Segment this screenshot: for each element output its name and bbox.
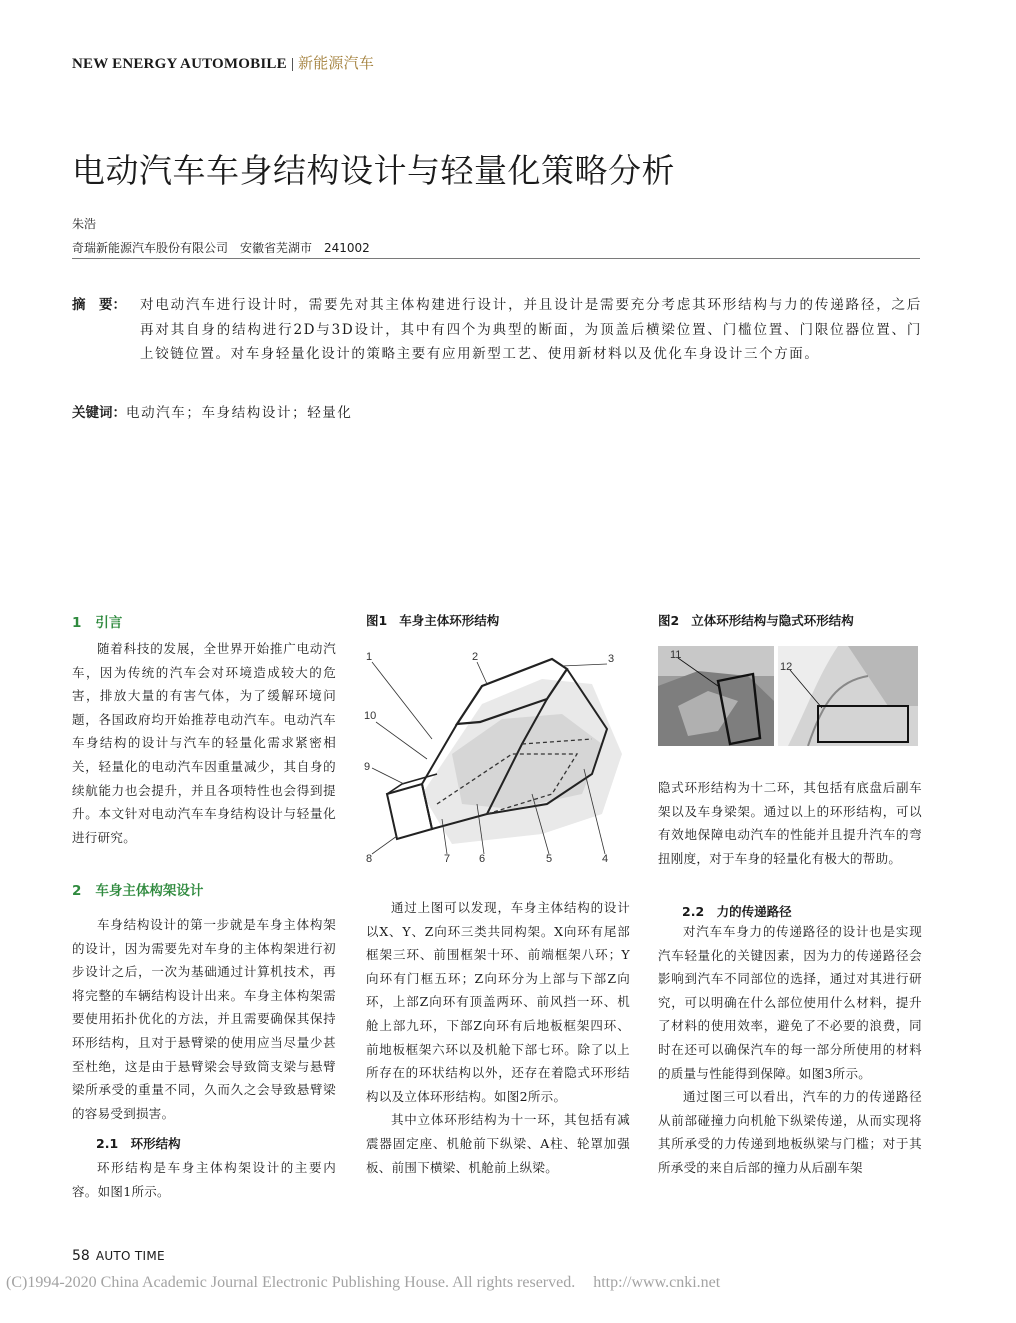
figure-2-caption — [658, 611, 854, 629]
figure-2-title: 立体环形结构与隐式环形结构 — [691, 613, 854, 628]
figure-1-callout-6: 6 — [479, 853, 486, 865]
page-footer — [72, 1248, 165, 1264]
section-1-body — [72, 637, 336, 849]
section-2-title: 车身主体构架设计 — [95, 883, 204, 899]
column-3-body-top — [658, 776, 922, 870]
abstract — [72, 293, 922, 367]
publisher-url: http://www.cnki.net — [593, 1274, 721, 1291]
figure-1-callout-7: 7 — [444, 853, 451, 865]
keywords — [72, 401, 353, 421]
section-1-title: 引言 — [95, 615, 123, 631]
section-2-number: 2 — [72, 883, 82, 899]
abstract-label: 摘 要： — [72, 297, 126, 313]
figure-1-callout-4: 4 — [602, 853, 609, 865]
journal-header — [72, 52, 374, 73]
figure-1-body-frame-diagram — [362, 644, 634, 872]
column-3-paragraph-2: 对汽车车身力的传递路径的设计也是实现汽车轻量化的关键因素，因为力的传递路径会影响到汽车不同部位的选择，通过对其进行研究，可以明确在什么部位使用什么材料，提升了材料的使用效率，避免了不必要的浪费，同时在还可以确保汽车的每一部分所使用的材料的质量与性能得到保障。如图3所示。 — [658, 924, 922, 1081]
subsection-2-1-heading: 2.1 环形结构 — [96, 1136, 181, 1151]
figure-1-callout-3: 3 — [608, 653, 615, 665]
journal-name-en: NEW ENERGY AUTOMOBILE — [72, 56, 287, 72]
copyright-text: (C)1994-2020 China Academic Journal Electronic Publishing House. All rights reserved. — [6, 1274, 576, 1291]
header-separator: | — [290, 56, 295, 72]
figure-1-callout-5: 5 — [546, 853, 553, 865]
figure-1-title: 车身主体环形结构 — [399, 613, 500, 628]
section-1-number: 1 — [72, 615, 82, 631]
title-divider — [72, 258, 920, 259]
article-author: 朱浩 — [72, 217, 97, 231]
figure-1-caption — [366, 611, 499, 629]
figure-2-photo-right — [778, 646, 918, 746]
section-1-heading — [72, 611, 122, 631]
section-2-body — [72, 913, 336, 1125]
column-2-paragraph-2: 其中立体环形结构为十一环，其包括有减震器固定座、机舱前下纵梁、A柱、轮罩加强板、前围下横梁、机舱前上纵梁。 — [366, 1112, 630, 1175]
figure-1-callout-1: 1 — [366, 651, 373, 663]
page-number: 58 — [72, 1248, 90, 1264]
subsection-2-1-body — [72, 1156, 336, 1203]
column-3-body-bottom — [658, 920, 922, 1180]
column-3-paragraph-1: 隐式环形结构为十二环，其包括有底盘后副车架以及车身梁架。通过以上的环形结构，可以有效地保障电动汽车的性能并且提升汽车的弯扭刚度，对于车身的轻量化有极大的帮助。 — [658, 780, 922, 866]
keywords-text: 电动汽车；车身结构设计；轻量化 — [126, 405, 353, 421]
figure-2-photo-left — [658, 646, 774, 746]
section-1-paragraph: 随着科技的发展，全世界开始推广电动汽车，因为传统的汽车会对环境造成较大的危害，排放大量的有害气体，为了缓解环境问题，各国政府均开始推荐电动汽车。电动汽车车身结构的设计与汽车的轻量化需求紧密相关，轻量化的电动汽车因重量减少，其自身的续航能力也会提升，并且各项特性也会得到提升。本文针对电动汽车车身结构设计与轻量化进行研究。 — [72, 641, 336, 845]
figure-1-callout-2: 2 — [472, 651, 479, 663]
figure-1-number: 图1 — [366, 613, 388, 628]
figure-1-callout-10: 10 — [364, 710, 377, 722]
column-2-body — [366, 896, 630, 1179]
section-2-paragraph: 车身结构设计的第一步就是车身主体构架的设计，因为需要先对车身的主体构架进行初步设计之后，一次为基础通过计算机技术，再将完整的车辆结构设计出来。车身主体构架需要使用拓扑优化的方法，并且需要确保其保持环形结构，且对于悬臂梁的使用应当尽量少甚至杜绝，这是由于悬臂梁会导致筒支梁与悬臂梁所承受的重量不同，久而久之会导致悬臂梁的容易受到损害。 — [72, 917, 336, 1121]
author-affiliation: 奇瑞新能源汽车股份有限公司 安徽省芜湖市 241002 — [72, 241, 370, 255]
figure-1-callout-8: 8 — [366, 853, 373, 865]
abstract-text: 对电动汽车进行设计时，需要先对其主体构建进行设计，并且设计是需要充分考虑其环形结构与力的传递路径，之后再对其自身的结构进行2D与3D设计，其中有四个为典型的断面，为顶盖后横梁位置、门槛位置、门限位器位置、门上铰链位置。对车身轻量化设计的策略主要有应用新型工艺、使用新材料以及优化车身设计三个方面。 — [140, 297, 922, 362]
subsection-2-2-heading: 2.2 力的传递路径 — [682, 904, 792, 919]
subsection-2-1-paragraph: 环形结构是车身主体构架设计的主要内容。如图1所示。 — [72, 1160, 336, 1199]
section-2-heading — [72, 879, 203, 899]
figure-1-callout-9: 9 — [364, 761, 371, 773]
publication-name: AUTO TIME — [95, 1249, 165, 1263]
journal-name-cn: 新能源汽车 — [298, 54, 375, 72]
keywords-label: 关键词： — [72, 405, 126, 421]
column-2-paragraph-1: 通过上图可以发现，车身主体结构的设计以X、Y、Z向环三类共同构架。X向环有尾部框架三环、前围框架十环、前端框架八环；Y向环有门框五环；Z向环分为上部与下部Z向环，上部Z向环有顶盖两环、前风挡一环、机舱上部九环，下部Z向环有后地板框架四环、前地板框架六环以及机舱下部七环。除了以上所存在的环状结构以外，还存在着隐式环形结构以及立体环形结构。如图2所示。 — [366, 900, 630, 1104]
column-3-paragraph-3: 通过图三可以看出，汽车的力的传递路径从前部碰撞力向机舱下纵梁传递，从而实现将其所承受的力传递到地板纵梁与门槛；对于其所承受的来自后部的撞力从后副车架 — [658, 1089, 922, 1175]
article-title: 电动汽车车身结构设计与轻量化策略分析 — [72, 151, 675, 190]
figure-2-callout-12: 12 — [780, 661, 793, 673]
copyright-notice — [6, 1274, 720, 1292]
figure-2-number: 图2 — [658, 613, 680, 628]
figure-2-callout-11: 11 — [670, 649, 682, 661]
